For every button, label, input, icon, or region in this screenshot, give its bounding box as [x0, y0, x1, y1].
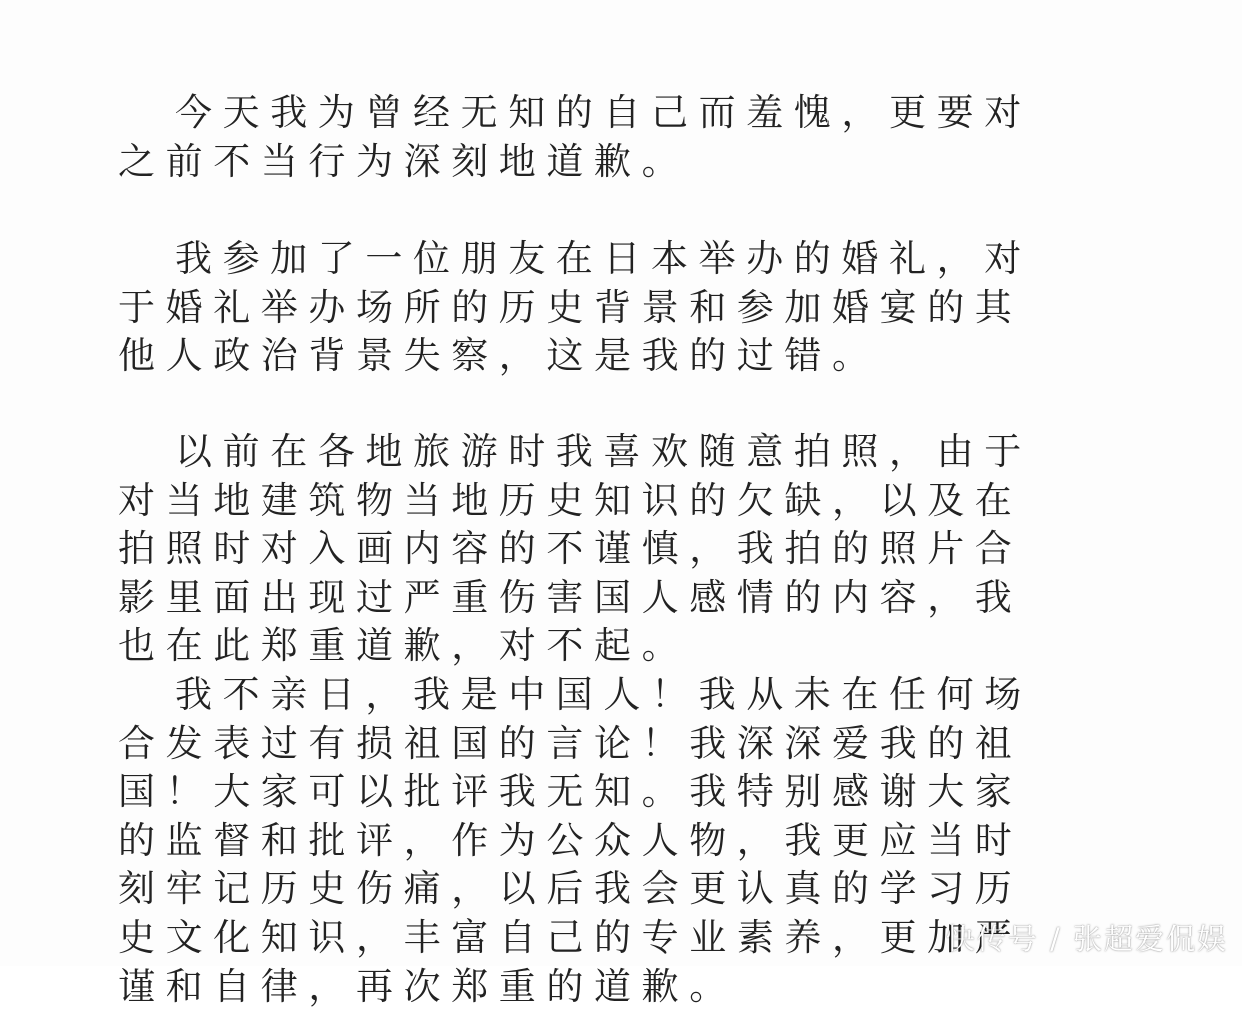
apology-paragraph-4: 我不亲日，我是中国人！我从未在任何场合发表过有损祖国的言论！我深深爱我的祖国！大家可以批评我无知。我特别感谢大家的监督和批评，作为公众人物，我更应当时刻牢记历史伤痛，以后我会更认真的学习历史文化知识，丰富自己的专业素养，更加严谨和自律，再次郑重的道歉。 — [118, 673, 1032, 1008]
source-watermark: 快传号 / 张超爱侃娱 — [945, 922, 1228, 956]
apology-paragraph-1: 今天我为曾经无知的自己而羞愧，更要对之前不当行为深刻地道歉。 — [118, 91, 1032, 183]
apology-paragraph-3: 以前在各地旅游时我喜欢随意拍照，由于对当地建筑物当地历史知识的欠缺，以及在拍照时对入画内容的不谨慎，我拍的照片合影里面出现过严重伤害国人感情的内容，我也在此郑重道歉，对不起。 — [118, 430, 1032, 668]
apology-paragraph-2: 我参加了一位朋友在日本举办的婚礼，对于婚礼举办场所的历史背景和参加婚宴的其他人政治背景失察，这是我的过错。 — [118, 237, 1032, 378]
